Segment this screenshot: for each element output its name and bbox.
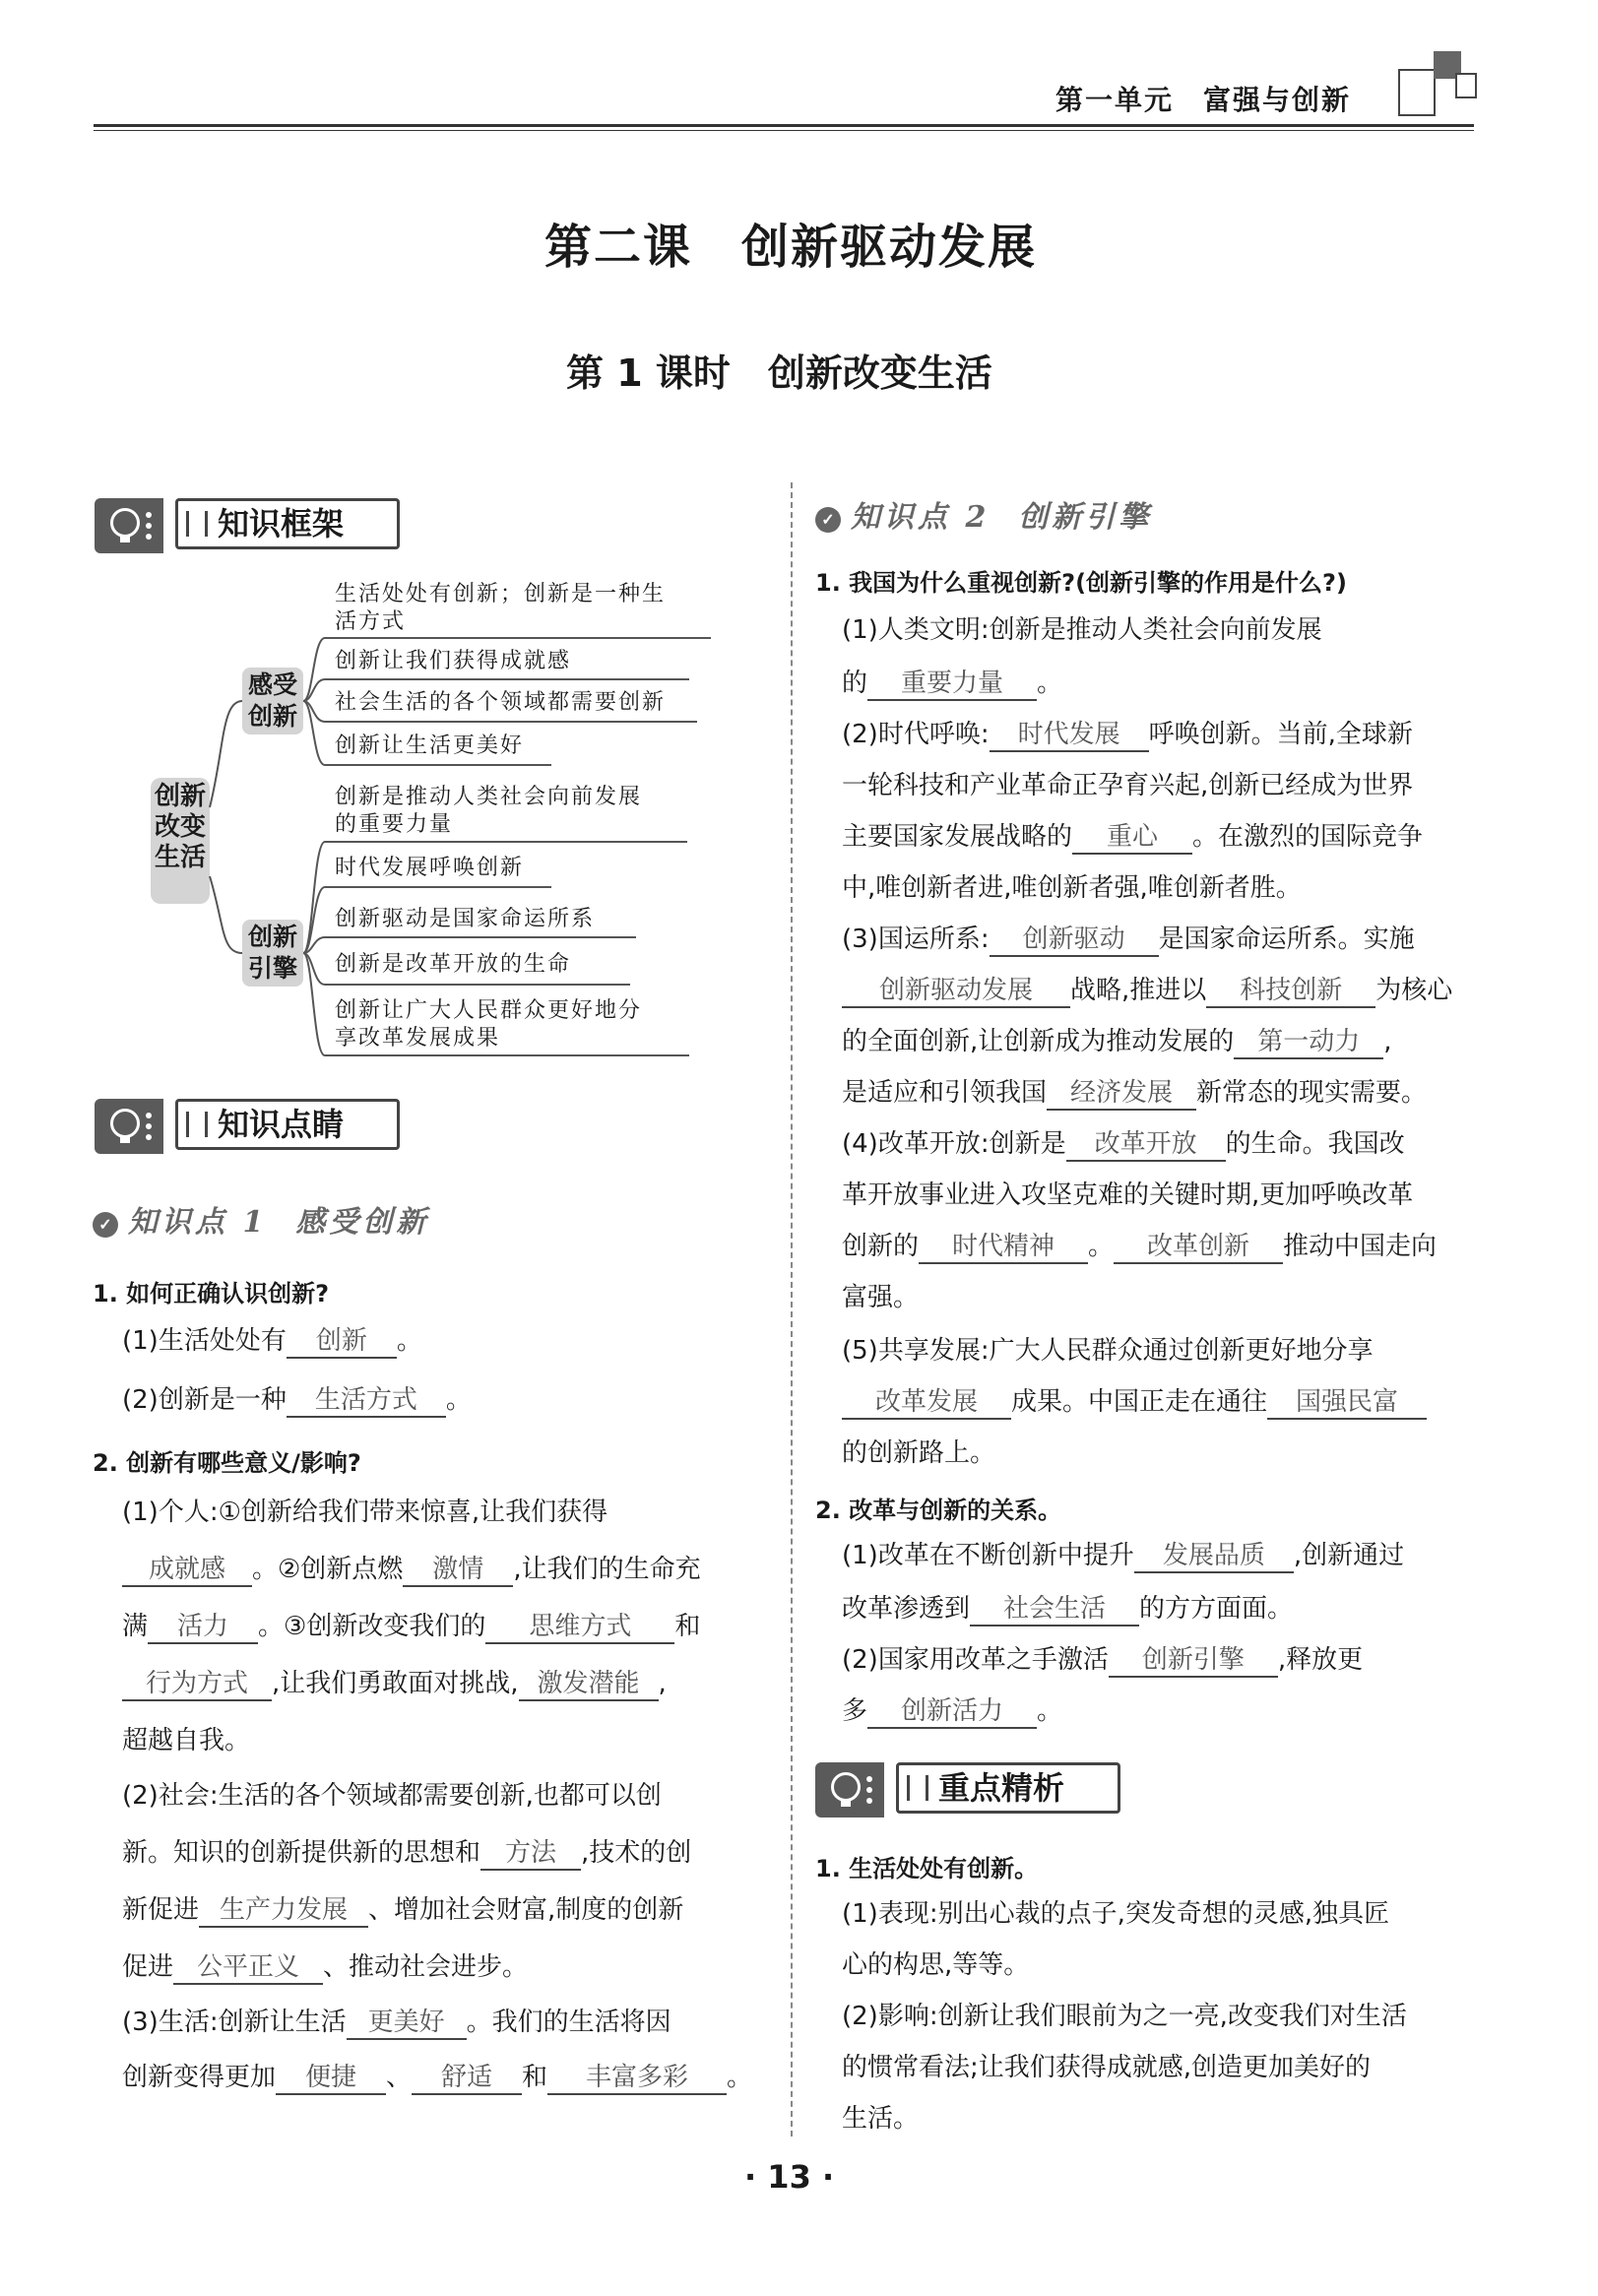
text: ,创新通过 (1293, 1541, 1405, 1570)
answer-blank: 活力 (148, 1611, 258, 1644)
text: 是国家命运所系。实施 (1158, 925, 1415, 954)
kp1-line (122, 2005, 671, 2040)
text: ,让我们的生命充 (513, 1555, 701, 1584)
text: 。我们的生活将因 (466, 2008, 671, 2037)
text: ,技术的创 (581, 1838, 692, 1868)
mindmap-root-line3: 生活 (154, 843, 206, 872)
kp2-line (842, 1126, 1405, 1162)
answer-blank: 第一动力 (1234, 1026, 1383, 1059)
text: 创新的 (842, 1232, 920, 1261)
mindmap-node-engine (242, 920, 303, 987)
text: 的 (842, 669, 868, 698)
mindmap-leaf: 社会生活的各个领域都需要创新 (335, 690, 667, 715)
kp2-question-1: 1. 我国为什么重视创新?(创新引擎的作用是什么?) (815, 569, 1347, 597)
focus-line: (2)影响:创新让我们眼前为之一亮,改变我们对生活 (842, 2002, 1407, 2031)
kp2-line (842, 1642, 1363, 1678)
text: (3)国运所系: (842, 925, 990, 954)
text: 改革渗透到 (842, 1594, 971, 1624)
kp1-line (122, 1892, 683, 1928)
text: 和 (522, 2063, 548, 2092)
kp2-question-2: 2. 改革与创新的关系。 (815, 1497, 1062, 1524)
check-icon: ✓ (93, 1212, 118, 1238)
answer-blank: 创新引擎 (1109, 1644, 1278, 1678)
answer-blank: 思维方式 (485, 1611, 674, 1644)
knowledge-point-1-heading (93, 1197, 429, 1241)
text: 。 (396, 1326, 422, 1356)
focus-line: 心的构思,等等。 (842, 1950, 1030, 1980)
kp1-line (122, 1666, 667, 1701)
mindmap-node-engine-line1: 创新 (247, 923, 297, 951)
kp2-line (842, 1229, 1437, 1264)
header-decor-box (1398, 69, 1436, 116)
focus-line: 的惯常看法;让我们获得成就感,创造更加美好的 (842, 2053, 1372, 2082)
text: 成果。中国正走在通往 (1011, 1387, 1268, 1417)
mindmap-root-line1: 创新 (154, 782, 206, 811)
header-decor-box-small (1455, 73, 1477, 98)
text: 的方方面面。 (1139, 1594, 1294, 1624)
text: 多 (842, 1696, 868, 1726)
text: 、 (386, 2063, 413, 2092)
section-title-framework: 知识框架 (175, 498, 400, 549)
text: 主要国家发展战略的 (842, 822, 1073, 852)
text: (2)国家用改革之手激活 (842, 1645, 1109, 1675)
answer-blank: 时代精神 (919, 1231, 1088, 1264)
text: 满 (122, 1612, 149, 1641)
text: 新。知识的创新提供新的思想和 (122, 1838, 481, 1868)
text: 。③创新改变我们的 (258, 1612, 486, 1641)
kp1-line (122, 1323, 422, 1359)
text: 。 (727, 2063, 753, 2092)
text: 。在激烈的国际竞争 (1192, 822, 1424, 852)
page-number: · 13 · (744, 2158, 835, 2196)
kp1-question-1: 1. 如何正确认识创新? (93, 1280, 330, 1307)
lesson-subtitle: 第 1 课时 创新改变生活 (566, 351, 992, 395)
mindmap-leaf: 创新是改革开放的生命 (335, 952, 572, 977)
section-title-focus: 重点精析 (896, 1762, 1120, 1814)
text: (2)创新是一种 (122, 1385, 287, 1415)
kp2-line (842, 1591, 1293, 1626)
text: 呼唤创新。当前,全球新 (1148, 720, 1413, 749)
text: 的全面创新,让创新成为推动发展的 (842, 1027, 1235, 1056)
focus-question-1: 1. 生活处处有创新。 (815, 1855, 1039, 1882)
answer-blank: 公平正义 (173, 1951, 323, 1985)
text: 。 (1037, 1696, 1063, 1726)
kp1-line (122, 2060, 752, 2095)
text: 。 (445, 1385, 472, 1415)
text: 推动中国走向 (1283, 1232, 1438, 1261)
text: 战略,推进以 (1070, 976, 1207, 1005)
lesson-title: 第二课 创新驱动发展 (544, 220, 1038, 275)
text: 促进 (122, 1952, 174, 1982)
text: (4)改革开放:创新是 (842, 1129, 1066, 1159)
kp1-heading-text: 知识点 1 感受创新 (128, 1205, 430, 1240)
kp1-line: (1)个人:①创新给我们带来惊喜,让我们获得 (122, 1498, 608, 1527)
answer-blank: 创新驱动发展 (842, 975, 1070, 1008)
kp2-line (842, 666, 1062, 701)
answer-blank: 重要力量 (867, 668, 1037, 701)
text: (2)时代呼唤: (842, 720, 990, 749)
mindmap-leaf: 创新让生活更美好 (335, 733, 525, 758)
answer-blank: 创新驱动 (990, 924, 1159, 957)
mindmap-node-feel-line1: 感受 (247, 670, 297, 699)
kp2-line (842, 1075, 1427, 1111)
kp2-line (842, 1538, 1404, 1573)
kp2-line (842, 973, 1452, 1008)
section-banner-focus (815, 1762, 1120, 1818)
answer-blank: 舒适 (412, 2062, 522, 2095)
kp1-line: (2)社会:生活的各个领域都需要创新,也都可以创 (122, 1781, 662, 1811)
focus-line: (1)表现:别出心裁的点子,突发奇想的灵感,独具匠 (842, 1899, 1390, 1929)
text: 创新变得更加 (122, 2063, 277, 2092)
kp2-line (842, 922, 1415, 957)
mindmap-leaf: 时代发展呼唤创新 (335, 856, 525, 880)
text: (1)改革在不断创新中提升 (842, 1541, 1134, 1570)
answer-blank: 更美好 (347, 2007, 467, 2040)
text: 新促进 (122, 1895, 200, 1925)
text: 。②创新点燃 (252, 1555, 404, 1584)
text: (1)生活处处有 (122, 1326, 287, 1356)
kp2-line: 的创新路上。 (842, 1438, 996, 1468)
kp2-line (842, 1024, 1392, 1059)
mindmap-leaf: 创新是推动人类社会向前发展 的重要力量 (335, 785, 643, 837)
answer-blank: 时代发展 (990, 719, 1149, 752)
answer-blank: 激情 (403, 1554, 513, 1587)
kp2-line (842, 1693, 1062, 1729)
answer-blank: 激发潜能 (519, 1668, 659, 1701)
focus-line: 生活。 (842, 2104, 920, 2134)
text: 。 (1037, 669, 1063, 698)
knowledge-point-2-heading (815, 492, 1152, 536)
mindmap-node-feel (242, 668, 303, 734)
answer-blank: 方法 (480, 1837, 581, 1871)
text: , (658, 1669, 667, 1698)
text: (3)生活:创新让生活 (122, 2008, 347, 2037)
lightbulb-icon (815, 1762, 884, 1818)
answer-blank: 科技创新 (1206, 975, 1375, 1008)
section-title-points: 知识点睛 (175, 1099, 400, 1150)
kp2-line: 中,唯创新者进,唯创新者强,唯创新者胜。 (842, 873, 1302, 903)
mindmap-root-line2: 改变 (154, 812, 206, 842)
mindmap-leaf: 生活处处有创新；创新是一种生 活方式 (335, 582, 667, 634)
text: 和 (674, 1612, 701, 1641)
answer-blank: 发展品质 (1134, 1540, 1294, 1573)
text: 新常态的现实需要。 (1196, 1078, 1428, 1108)
kp1-line (122, 1382, 472, 1418)
answer-blank: 社会生活 (970, 1593, 1139, 1626)
text: 为核心 (1375, 976, 1453, 1005)
text: 、推动社会进步。 (323, 1952, 529, 1982)
kp2-line (842, 819, 1423, 855)
answer-blank: 经济发展 (1047, 1077, 1196, 1111)
answer-blank: 国强民富 (1267, 1386, 1427, 1420)
text: , (1383, 1027, 1392, 1056)
mindmap-node-engine-line2: 引擎 (247, 954, 297, 983)
section-banner-points (95, 1099, 400, 1154)
kp1-question-2: 2. 创新有哪些意义/影响? (93, 1449, 361, 1477)
kp2-line (842, 1384, 1427, 1420)
text: 。 (1088, 1232, 1115, 1261)
text: ,释放更 (1277, 1645, 1364, 1675)
unit-header: 第一单元 富强与创新 (1055, 84, 1352, 116)
kp1-line (122, 1552, 701, 1587)
mindmap-node-feel-line2: 创新 (247, 702, 297, 731)
text: 是适应和引领我国 (842, 1078, 1048, 1108)
answer-blank: 成就感 (122, 1554, 252, 1587)
mindmap-leaf: 创新让我们获得成就感 (335, 649, 572, 673)
answer-blank: 生产力发展 (199, 1894, 368, 1928)
lightbulb-icon (95, 1099, 163, 1154)
kp2-line: 富强。 (842, 1283, 920, 1312)
kp1-line (122, 1949, 528, 1985)
answer-blank: 创新活力 (867, 1695, 1037, 1729)
kp1-line (122, 1835, 691, 1871)
mindmap-leaf: 创新让广大人民群众更好地分 享改革发展成果 (335, 998, 643, 1051)
kp2-heading-text: 知识点 2 创新引擎 (851, 500, 1153, 535)
kp2-line: 一轮科技和产业革命正孕育兴起,创新已经成为世界 (842, 771, 1414, 800)
kp2-line: (1)人类文明:创新是推动人类社会向前发展 (842, 615, 1322, 645)
answer-blank: 生活方式 (287, 1384, 446, 1418)
check-icon: ✓ (815, 507, 841, 533)
kp1-line (122, 1609, 700, 1644)
text: 的生命。我国改 (1225, 1129, 1405, 1159)
mindmap-leaf: 创新驱动是国家命运所系 (335, 907, 596, 931)
text: ,让我们勇敢面对挑战, (272, 1669, 519, 1698)
text: 、增加社会财富,制度的创新 (368, 1895, 684, 1925)
kp2-line (842, 717, 1413, 752)
kp1-line: 超越自我。 (122, 1726, 251, 1755)
kp2-line: 革开放事业进入攻坚克难的关键时期,更加呼唤改革 (842, 1180, 1414, 1210)
answer-blank: 创新 (287, 1325, 397, 1359)
answer-blank: 改革开放 (1066, 1128, 1226, 1162)
answer-blank: 重心 (1072, 821, 1192, 855)
answer-blank: 丰富多彩 (547, 2062, 727, 2095)
answer-blank: 改革创新 (1114, 1231, 1283, 1264)
column-divider (791, 482, 793, 2137)
kp2-line: (5)共享发展:广大人民群众通过创新更好地分享 (842, 1336, 1374, 1366)
answer-blank: 行为方式 (122, 1668, 272, 1701)
answer-blank: 改革发展 (842, 1386, 1011, 1420)
answer-blank: 便捷 (276, 2062, 386, 2095)
